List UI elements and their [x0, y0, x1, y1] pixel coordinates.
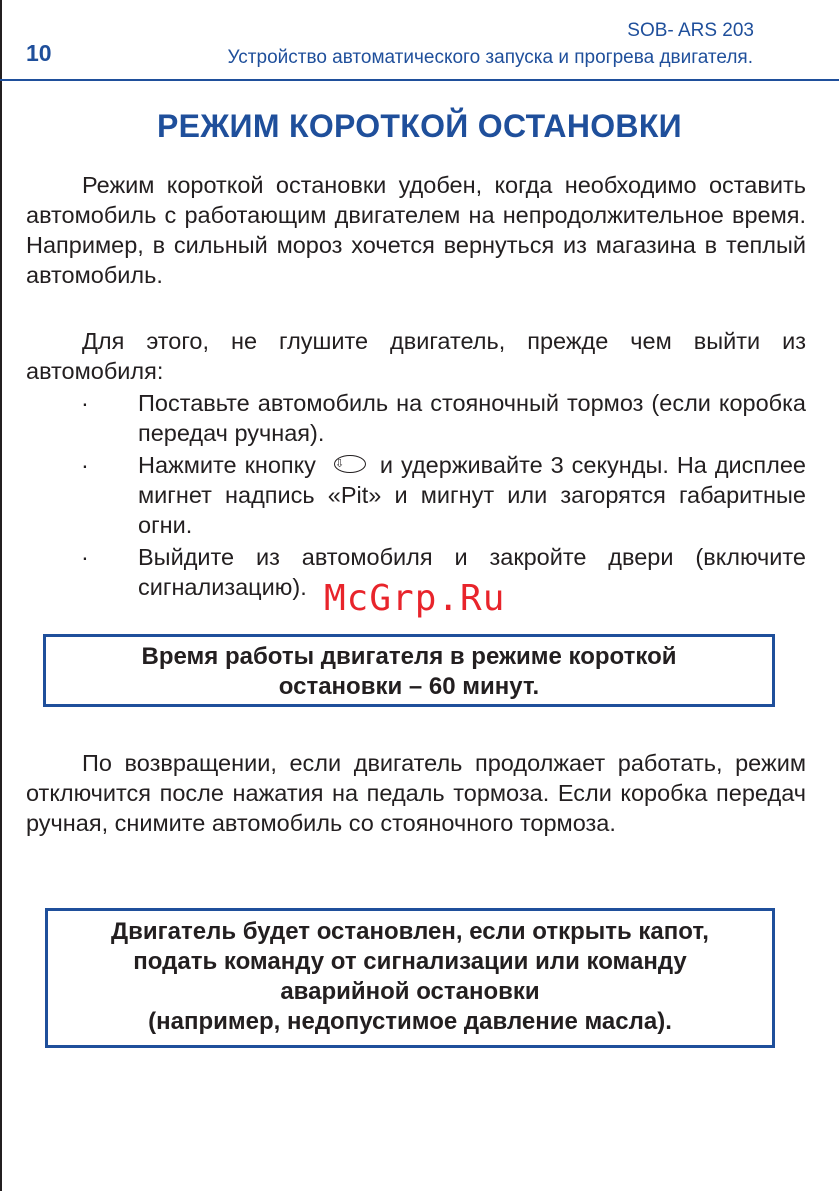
header-divider: [0, 79, 839, 81]
down-arrow-button-icon: ⇩: [334, 455, 366, 473]
note-line: Двигатель будет остановлен, если открыть капот,: [111, 918, 709, 945]
watermark: McGrp.Ru: [324, 578, 506, 619]
steps-list: [26, 388, 806, 604]
runtime-note-box: [43, 634, 775, 707]
header-subtitle: Устройство автоматического запуска и прогрева двигателя.: [227, 47, 753, 68]
page-title: РЕЖИМ КОРОТКОЙ ОСТАНОВКИ: [157, 108, 682, 144]
list-item: [26, 450, 806, 540]
step-text: и удерживайте 3 секунды. На дисплее мигнет надпись «Pit» и мигнут или загорятся габаритные огни.: [138, 452, 806, 538]
return-paragraph: По возвращении, если двигатель продолжает работать, режим отключится после нажатия на педаль тормоза. Если коробка передач ручная, снимите автомобиль со стояночного тормоза.: [26, 750, 806, 836]
step-text: Выйдите из автомобиля и закройте двери (включите сигнализацию).: [138, 544, 806, 600]
page-number: 10: [26, 40, 52, 66]
list-item: [26, 388, 806, 448]
note-line: остановки – 60 минут.: [278, 673, 540, 700]
bullet-dot: ·: [81, 544, 89, 570]
header-model: SOB- ARS 203: [627, 20, 754, 41]
note-line: Время работы двигателя в режиме короткой: [141, 643, 677, 670]
intro-paragraph: Режим короткой остановки удобен, когда необходимо оставить автомобиль с работающим двигателем на непродолжительное время. Например, в сильный мороз хочется вернуться из магазина в теплый автомобиль.: [26, 172, 806, 288]
steps-intro-paragraph: Для этого, не глушите двигатель, прежде чем выйти из автомобиля:: [26, 328, 806, 384]
step-text: Поставьте автомобиль на стояночный тормоз (если коробка передач ручная).: [138, 390, 806, 446]
page-left-rule: [0, 0, 2, 1191]
note-line: (например, недопустимое давление масла).: [148, 1008, 672, 1035]
note-line: подать команду от сигнализации или команду: [133, 948, 687, 975]
bullet-dot: ·: [81, 452, 89, 478]
bullet-dot: ·: [81, 390, 89, 416]
note-line: аварийной остановки: [280, 978, 540, 1005]
stop-conditions-note-box: [45, 908, 775, 1048]
step-text: Нажмите кнопку: [138, 452, 316, 478]
